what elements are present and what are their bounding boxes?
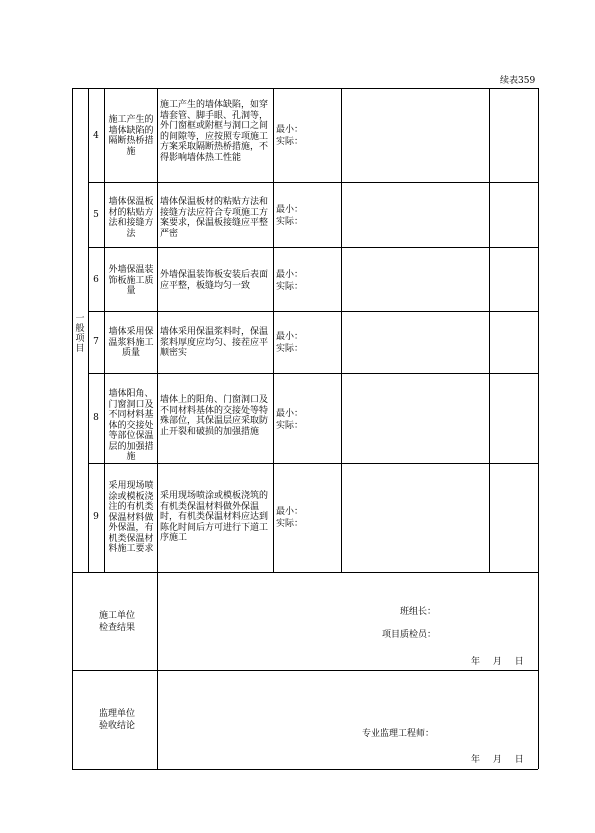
item-requirement: 墙体采用保温浆料时，保温浆料厚度应均匀、接茬应平顺密实 (160, 327, 269, 358)
item-requirement: 施工产生的墙体缺陷，如穿墙套管、脚手眼、孔洞等，外门窗框或附框与洞口之间的间隙等，应按照专项施工方案采取隔断热桥措施，不得影响墙体热工性能 (160, 100, 269, 163)
min-label: 最小： (276, 507, 304, 517)
min-label: 最小： (276, 125, 304, 135)
group-label-general-items: 一 般 项 目 (75, 314, 85, 354)
item-name: 墙体阳角、门窗洞口及不同材料基体的交接处等部位保温层的加强措施 (108, 389, 154, 462)
item-number: 7 (93, 337, 99, 347)
item-number: 4 (93, 131, 99, 141)
result-column-right-border (489, 88, 490, 572)
item-name: 墙体保温板材的粘贴方法和接缝方法 (108, 197, 154, 239)
month-label: 月 (492, 755, 502, 765)
table-right-border (538, 88, 539, 769)
continued-table-label: 续表359 (500, 76, 536, 86)
min-label: 最小： (276, 332, 304, 342)
table-left-border (72, 88, 73, 769)
item-name: 施工产生的墙体缺陷的隔断热桥措施 (108, 115, 154, 157)
row-divider-4-5 (88, 182, 538, 183)
construction-bottom-border (72, 670, 538, 671)
day-label: 日 (514, 657, 524, 667)
actual-label: 实际： (276, 421, 304, 431)
year-label: 年 (471, 657, 481, 667)
item-requirement: 外墙保温装饰板安装后表面应平整，板缝均匀一致 (160, 270, 269, 291)
item-number: 6 (93, 275, 99, 285)
item-measure-labels (276, 331, 336, 355)
year-label: 年 (471, 755, 481, 765)
item-requirement: 墙体上的阳角、门窗洞口及不同材料基体的交接处等特殊部位，其保温层应采取防止开裂和破损的加强措施 (160, 395, 269, 437)
row-divider-7-8 (88, 373, 538, 374)
team-leader-label: 班组长： (400, 607, 437, 617)
item-name: 外墙保温装饰板施工质量 (108, 265, 154, 296)
item-number: 5 (93, 210, 99, 220)
item-measure-labels (276, 269, 336, 293)
construction-unit-label: 施工单位 检查结果 (98, 611, 135, 633)
quality-inspector-label: 项目质检员： (382, 630, 437, 640)
table-bottom-border (72, 769, 538, 770)
actual-label: 实际： (276, 519, 304, 529)
month-label: 月 (492, 657, 502, 667)
item-name: 采用现场喷涂或模板浇注的有机类保温材料做外保温，有机类保温材料施工要求 (108, 481, 154, 554)
item-measure-labels (276, 408, 336, 432)
item-measure-labels (276, 124, 336, 148)
actual-label: 实际： (276, 344, 304, 354)
item-requirement: 墙体保温板材的粘贴方法和接缝方法应符合专项施工方案要求，保温板接缝应平整严密 (160, 197, 269, 239)
actual-label: 实际： (276, 282, 304, 292)
table-top-border (72, 88, 538, 89)
min-label: 最小： (276, 205, 304, 215)
supervision-unit-label: 监理单位 验收结论 (98, 709, 135, 731)
item-number: 9 (93, 512, 99, 522)
items-bottom-border (72, 572, 538, 573)
group-column-right-border (88, 88, 89, 572)
row-divider-8-9 (88, 463, 538, 464)
row-divider-6-7 (88, 311, 538, 312)
actual-label: 实际： (276, 137, 304, 147)
item-requirement: 采用现场喷涂或模板浇筑的有机类保温材料做外保温时，有机类保温材料应达到陈化时间后方可进行下道工序施工 (160, 491, 269, 543)
construction-date (471, 654, 524, 667)
item-name: 墙体采用保温浆料施工质量 (108, 327, 154, 358)
supervising-engineer-label: 专业监理工程师： (362, 729, 435, 739)
item-measure-labels (276, 204, 336, 228)
day-label: 日 (514, 755, 524, 765)
min-label: 最小： (276, 270, 304, 280)
supervision-date (471, 752, 524, 765)
measure-column-right-border (341, 88, 342, 572)
actual-label: 实际： (276, 217, 304, 227)
min-label: 最小： (276, 409, 304, 419)
item-number: 8 (93, 413, 99, 423)
item-measure-labels (276, 506, 336, 530)
row-divider-5-6 (88, 247, 538, 248)
label-column-right-border (157, 88, 158, 769)
